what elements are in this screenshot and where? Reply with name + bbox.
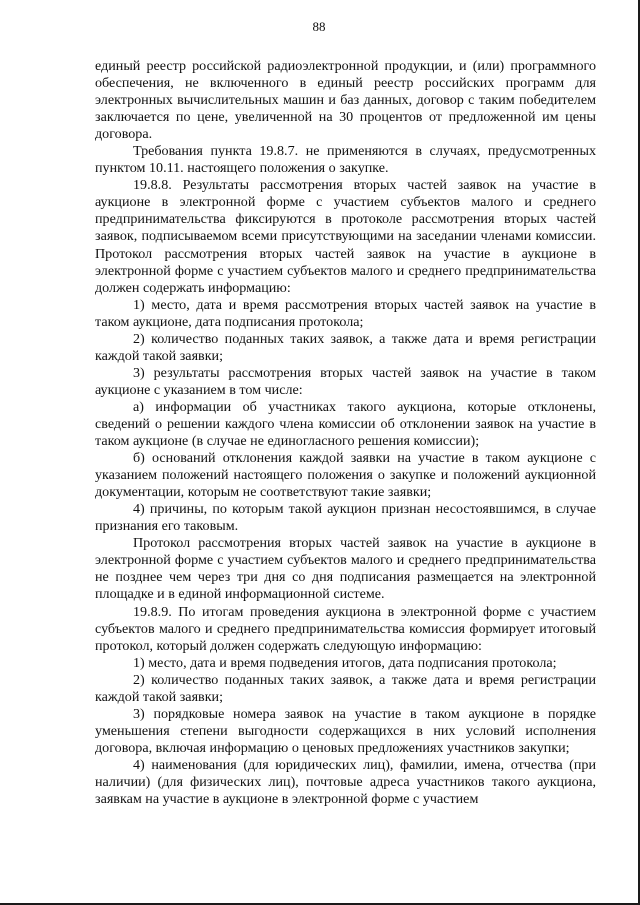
list-item: 4) причины, по которым такой аукцион признан несостоявшимся, в случае признания его таковым. <box>95 501 596 535</box>
list-item: 2) количество поданных таких заявок, а также дата и время регистрации каждой такой заявки; <box>95 330 596 364</box>
document-body <box>95 58 596 808</box>
paragraph: единый реестр российской радиоэлектронной продукции, и (или) программного обеспечения, не включенного в единый реестр российских программ для электронных вычислительных машин и баз данных, договор с таким победителем заключается по цене, увеличенной на 30 процентов от предложенной им цены договора. <box>95 58 596 143</box>
list-item: 3) порядковые номера заявок на участие в таком аукционе в порядке уменьшения степени выгодности содержащихся в них условий исполнения договора, включая информацию о ценовых предложениях участников закупки; <box>95 705 596 756</box>
list-item: 4) наименования (для юридических лиц), фамилии, имена, отчества (при наличии) (для физических лиц), почтовые адреса участников такого аукциона, заявкам на участие в аукционе в электронной форме с участием <box>95 756 596 808</box>
paragraph: Протокол рассмотрения вторых частей заявок на участие в аукционе в электронной форме с участием субъектов малого и среднего предпринимательства не позднее чем через три дня со дня подписания размещается на электронной площадке и в единой информационной системе. <box>95 535 596 603</box>
paragraph: Требования пункта 19.8.7. не применяются в случаях, предусмотренных пунктом 10.11. настоящего положения о закупке. <box>95 143 596 177</box>
list-item: 1) место, дата и время подведения итогов, дата подписания протокола; <box>133 654 557 671</box>
sub-list-item: б) оснований отклонения каждой заявки на участие в таком аукционе с указанием положений настоящего положения о закупке и положений аукционной документации, которым не соответствуют такие заявки; <box>95 450 596 501</box>
paragraph: 19.8.9. По итогам проведения аукциона в электронной форме с участием субъектов малого и среднего предпринимательства комиссия формирует итоговый протокол, который должен содержать следующую информацию: <box>95 603 596 654</box>
list-item: 1) место, дата и время рассмотрения вторых частей заявок на участие в таком аукционе, дата подписания протокола; <box>95 296 596 330</box>
list-item: 2) количество поданных таких заявок, а также дата и время регистрации каждой такой заявки; <box>95 671 596 705</box>
list-item: 3) результаты рассмотрения вторых частей заявок на участие в таком аукционе с указанием в том числе: <box>95 364 596 398</box>
paragraph: 19.8.8. Результаты рассмотрения вторых частей заявок на участие в аукционе в электронной форме с участием субъектов малого и среднего предпринимательства фиксируются в протоколе рассмотрения вторых частей заявок, подписываемом всеми присутствующими на заседании членами комиссии. Протокол рассмотрения вторых частей заявок на участие в аукционе в электронной форме с участием субъектов малого и среднего предпринимательства должен содержать информацию: <box>95 177 596 296</box>
sub-list-item: а) информации об участниках такого аукциона, которые отклонены, сведений о решении каждого члена комиссии об отклонении заявок на участие в таком аукционе (в случае не единогласного решения комиссии); <box>95 398 596 450</box>
page-number: 88 <box>312 19 326 34</box>
